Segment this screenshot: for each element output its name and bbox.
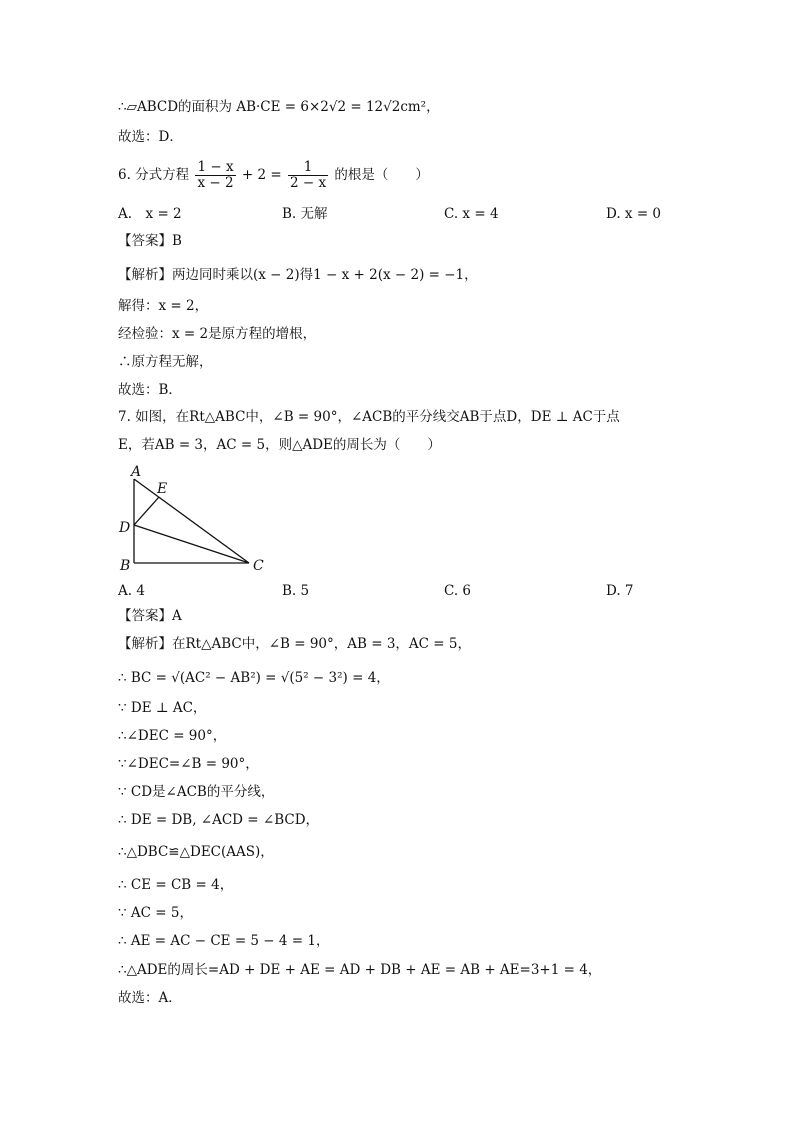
- q7-step-ac: ∵ AC = 5，: [118, 905, 193, 921]
- q6-stem: [118, 157, 429, 193]
- q7-step-bc: ∴ BC = √(AC² − AB²) = √(5² − 3²) = 4，: [118, 670, 390, 686]
- q7-step-congruent: ∴△DBC≌△DEC(AAS)，: [118, 844, 274, 860]
- q6-check: 经检验：x = 2是原方程的增根，: [118, 326, 317, 342]
- q6-answer: 【答案】B: [118, 233, 182, 249]
- q6-fraction-1: [195, 160, 235, 191]
- q7-stem-line-2: E，若AB = 3，AC = 5，则△ADE的周长为（ ）: [118, 437, 441, 453]
- q7-choice: 故选：A．: [118, 990, 182, 1006]
- label-d: D: [119, 520, 131, 536]
- q7-analysis: 【解析】在Rt△ABC中，∠B = 90°，AB = 3，AC = 5，: [118, 636, 471, 652]
- q6-mid: + 2 =: [241, 167, 282, 183]
- segment-de: [134, 497, 159, 525]
- q7-step-bisector: ∵ CD是∠ACB的平分线，: [118, 784, 275, 800]
- q7-step-ce: ∴ CE = CB = 4，: [118, 877, 234, 893]
- q6-option-c: C. x = 4: [444, 206, 499, 222]
- q6-fraction-2-den: 2 − x: [289, 175, 327, 191]
- q6-analysis: 【解析】两边同时乘以(x − 2)得1 − x + 2(x − 2) = −1，: [118, 267, 478, 283]
- q6-option-a: A. x = 2: [118, 206, 182, 222]
- q7-step-angle: ∴∠DEC = 90°，: [118, 728, 227, 744]
- q7-step-equal-angles: ∵∠DEC=∠B = 90°，: [118, 756, 259, 772]
- q6-suffix: 的根是（ ）: [334, 167, 429, 183]
- q6-choice: 故选：B．: [118, 382, 182, 398]
- segment-ac: [134, 479, 249, 563]
- q7-option-a: A. 4: [118, 583, 145, 599]
- q6-fraction-1-num: 1 − x: [197, 159, 234, 175]
- q7-option-c: C. 6: [444, 583, 472, 599]
- q6-solve: 解得：x = 2，: [118, 298, 209, 314]
- q6-prefix: 6. 分式方程: [118, 167, 190, 183]
- label-e: E: [157, 481, 168, 497]
- q7-step-perp: ∵ DE ⊥ AC，: [118, 700, 207, 716]
- q5-choice: 故选：D．: [118, 129, 183, 145]
- q7-step-de-db: ∴ DE = DB, ∠ACD = ∠BCD，: [118, 812, 320, 828]
- q7-step-perimeter: ∴△ADE的周长=AD + DE + AE = AD + DB + AE = AB + AE=3+1 = 4，: [118, 962, 602, 978]
- label-b: B: [120, 558, 131, 574]
- q6-option-b: B. 无解: [282, 206, 328, 222]
- q7-step-ae: ∴ AE = AC − CE = 5 − 4 = 1，: [118, 933, 330, 949]
- q7-option-d: D. 7: [606, 583, 634, 599]
- label-c: C: [253, 558, 264, 574]
- q6-fraction-2-num: 1: [288, 160, 328, 176]
- q7-stem-line-1: 7. 如图，在Rt△ABC中，∠B = 90°，∠ACB的平分线交AB于点D，DE ⊥ AC于点: [118, 409, 620, 425]
- q6-option-d: D. x = 0: [606, 206, 662, 222]
- q6-fraction-1-den: x − 2: [197, 175, 234, 191]
- q6-no-solution: ∴原方程无解，: [118, 354, 213, 370]
- q7-option-b: B. 5: [282, 583, 310, 599]
- q6-fraction-2: [288, 160, 328, 191]
- triangle-figure: [112, 462, 272, 574]
- segment-dc: [134, 525, 249, 563]
- area-conclusion: ∴▱ABCD的面积为 AB·CE = 6×2√2 = 12√2cm²，: [118, 99, 440, 115]
- label-a: A: [131, 464, 142, 480]
- q7-answer: 【答案】A: [118, 608, 182, 624]
